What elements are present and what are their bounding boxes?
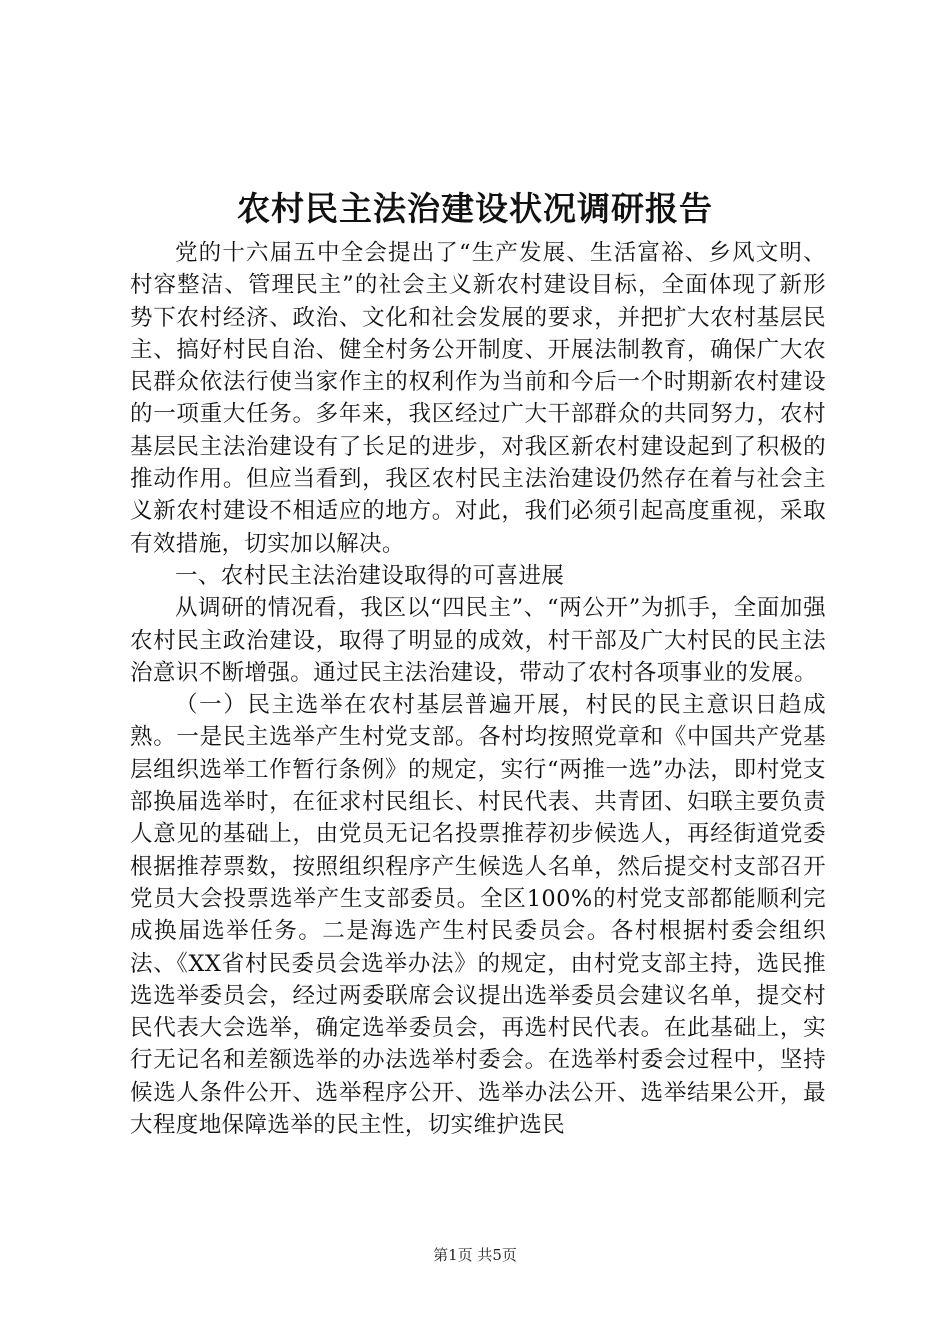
election-paragraph: （一）民主选举在农村基层普遍开展，村民的民主意识日趋成熟。一是民主选举产生村党支部。各村均按照党章和《中国共产党基层组织选举工作暂行条例》的规定，实行“两推一选”办法，即村党支部换届选举时，在征求村民组长、村民代表、共青团、妇联主要负责人意见的基础上，由党员无记名投票推荐初步候选人，再经街道党委根据推荐票数，按照组织程序产生候选人名单，然后提交村支部召开党员大会投票选举产生支部委员。全区100%的村党支部都能顺利完成换届选举任务。二是海选产生村民委员会。各村根据村委会组织法、《XX省村民委员会选举办法》的规定，由村党支部主持，选民推选选举委员会，经过两委联席会议提出选举委员会建议名单，提交村民代表大会选举，确定选举委员会，再选村民代表。在此基础上，实行无记名和差额选举的办法选举村委会。在选举村委会过程中，坚持候选人条件公开、选举程序公开、选举办法公开、选举结果公开，最大程度地保障选举的民主性，切实维护选民 xyxy=(130,692,826,1139)
document-title: 农村民主法治建设状况调研报告 xyxy=(237,189,713,228)
section-heading: 一、农村民主法治建设取得的可喜进展 xyxy=(175,562,565,589)
page-footer: 第1页 共5页 xyxy=(433,1246,517,1264)
intro-paragraph: 党的十六届五中全会提出了“生产发展、生活富裕、乡风文明、村容整洁、管理民主”的社会主义新农村建设目标，全面体现了新形势下农村经济、政治、文化和社会发展的要求，并把扩大农村基层民主、搞好村民自治、健全村务公开制度、开展法制教育，确保广大农民群众依法行使当家作主的权利作为当前和今后一个时期新农村建设的一项重大任务。多年来，我区经过广大干部群众的共同努力，农村基层民主法治建设有了长足的进步，对我区新农村建设起到了积极的推动作用。但应当看到，我区农村民主法治建设仍然存在着与社会主义新农村建设不相适应的地方。对此，我们必须引起高度重视，采取有效措施，切实加以解决。 xyxy=(130,240,826,557)
document-body xyxy=(130,237,826,1141)
section-intro-paragraph: 从调研的情况看，我区以“四民主”、“两公开”为抓手，全面加强农村民主政治建设，取得了明显的成效，村干部及广大村民的民主法治意识不断增强。通过民主法治建设，带动了农村各项事业的发展。 xyxy=(130,595,826,686)
